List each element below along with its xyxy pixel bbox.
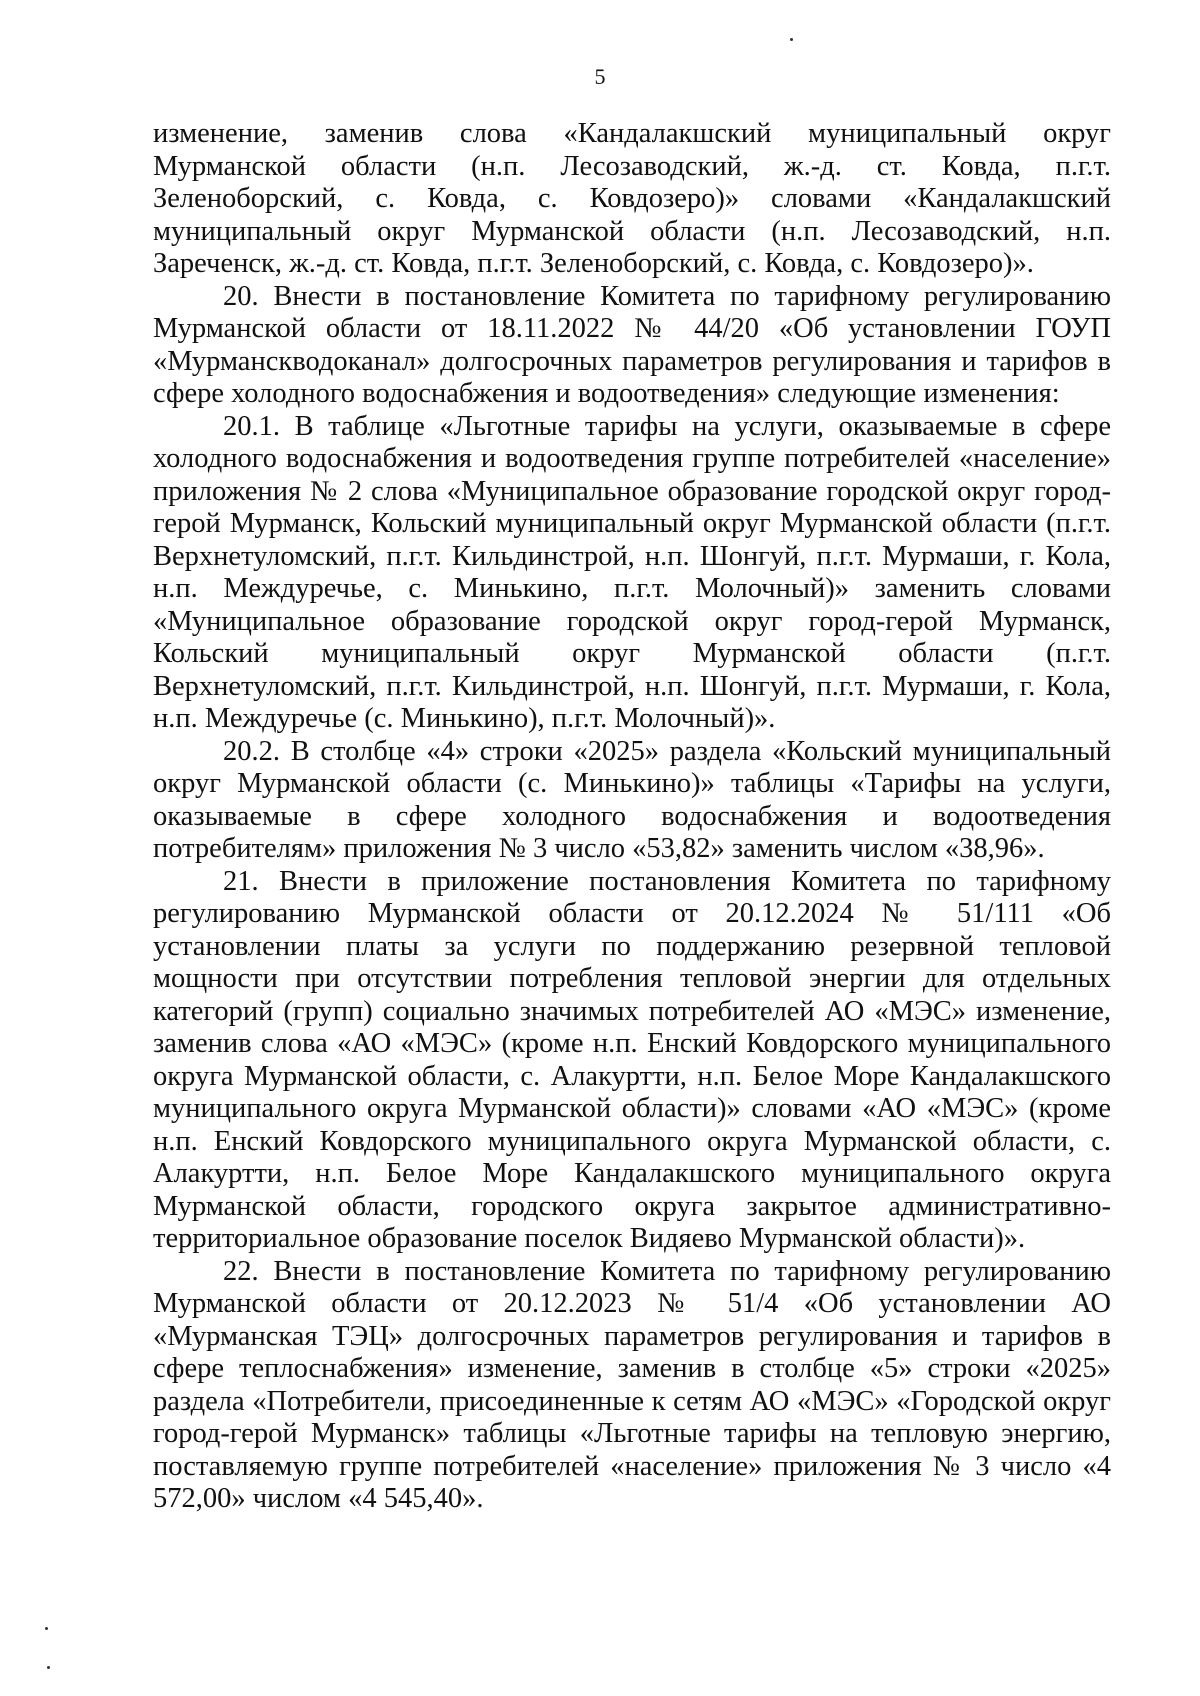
document-body: [153, 118, 1111, 1516]
page-number: 5: [594, 64, 606, 89]
paragraph-item-20-2: 20.2. В столбце «4» строки «2025» раздела «Кольский муниципальный округ Мурманской области (с. Минькино)» таблицы «Тарифы на услуги, оказываемые в сфере холодного водоснабжения и водоотведения потребителям» приложения № 3 число «53,82» заменить числом «38,96».: [153, 735, 1111, 864]
paragraph-item-20-1: 20.1. В таблице «Льготные тарифы на услуги, оказываемые в сфере холодного водоснабжения и водоотведения группе потребителей «население» приложения № 2 слова «Муниципальное образование городской округ город-герой Мурманск, Кольский муниципальный округ Мурманской области (п.г.т. Верхнетуломский, п.г.т. Кильдинстрой, н.п. Шонгуй, п.г.т. Мурмаши, г. Кола, н.п. Междуречье, с. Минькино, п.г.т. Молочный)» заменить словами «Муниципальное образование городской округ город-герой Мурманск, Кольский муниципальный округ Мурманской области (п.г.т. Верхнетуломский, п.г.т. Кильдинстрой, н.п. Шонгуй, п.г.т. Мурмаши, г. Кола, н.п. Междуречье (с. Минькино), п.г.т. Молочный)».: [153, 410, 1111, 734]
scan-speck: [790, 38, 793, 41]
scan-speck: [47, 1666, 50, 1669]
scan-speck: [45, 1627, 48, 1630]
paragraph-continuation: изменение, заменив слова «Кандалакшский муниципальный округ Мурманской области (н.п. Лесозаводский, ж.-д. ст. Ковда, п.г.т. Зеленоборский, с. Ковда, с. Ковдозеро)» словами «Кандалакшский муниципальный округ Мурманской области (н.п. Лесозаводский, н.п. Зареченск, ж.-д. ст. Ковда, п.г.т. Зеленоборский, с. Ковда, с. Ковдозеро)».: [153, 118, 1111, 279]
paragraph-item-20: 20. Внести в постановление Комитета по тарифному регулированию Мурманской области от 18.11.2022 № 44/20 «Об установлении ГОУП «Мурманскводоканал» долгосрочных параметров регулирования и тарифов в сфере холодного водоснабжения и водоотведения» следующие изменения:: [153, 280, 1111, 409]
paragraph-item-22: 22. Внести в постановление Комитета по тарифному регулированию Мурманской области от 20.12.2023 № 51/4 «Об установлении АО «Мурманская ТЭЦ» долгосрочных параметров регулирования и тарифов в сфере теплоснабжения» изменение, заменив в столбце «5» строки «2025» раздела «Потребители, присоединенные к сетям АО «МЭС» «Городской округ город-герой Мурманск» таблицы «Льготные тарифы на тепловую энергию, поставляемую группе потребителей «население» приложения № 3 число «4 572,00» числом «4 545,40».: [153, 1255, 1111, 1514]
paragraph-item-21: 21. Внести в приложение постановления Комитета по тарифному регулированию Мурманской области от 20.12.2024 № 51/111 «Об установлении платы за услуги по поддержанию резервной тепловой мощности при отсутствии потребления тепловой энергии для отдельных категорий (групп) социально значимых потребителей АО «МЭС» изменение, заменив слова «АО «МЭС» (кроме н.п. Енский Ковдорского муниципального округа Мурманской области, с. Алакуртти, н.п. Белое Море Кандалакшского муниципального округа Мурманской области)» словами «АО «МЭС» (кроме н.п. Енский Ковдорского муниципального округа Мурманской области, с. Алакуртти, н.п. Белое Море Кандалакшского муниципального округа Мурманской области, городского округа закрытое административно-территориальное образование поселок Видяево Мурманской области)».: [153, 865, 1111, 1254]
